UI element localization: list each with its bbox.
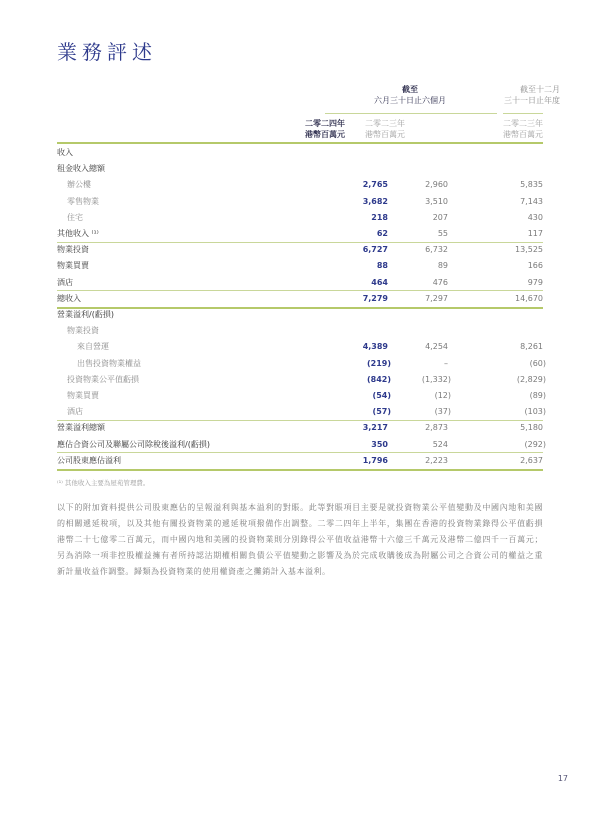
table-row: [57, 291, 543, 307]
row-label: 投資物業公平值虧損: [67, 374, 139, 384]
column-group-six-months: [325, 84, 495, 106]
cell-value: 2,637: [520, 455, 543, 465]
row-label: 應佔合資公司及聯屬公司除稅後溢利/(虧損): [57, 439, 210, 449]
row-label: 來自營運: [77, 342, 109, 352]
column-group-six-months-line2: 六月三十日止六個月: [374, 96, 446, 105]
row-label: 物業投資: [67, 326, 99, 336]
cell-value: 5,835: [520, 180, 543, 190]
cell-value: 476: [432, 277, 448, 287]
table-row: [57, 242, 543, 258]
column-group-divider: [503, 113, 543, 114]
cell-value: 524: [432, 439, 448, 449]
cell-value: 14,670: [515, 293, 543, 303]
cell-value: 464: [371, 277, 388, 287]
row-label: 總收入: [57, 293, 81, 303]
column-header-2023-year: [503, 118, 543, 140]
row-label: 收入: [57, 148, 73, 157]
row-label: 辦公樓: [67, 180, 91, 190]
row-label: 營業溢利總額: [57, 423, 105, 433]
cell-value: 430: [527, 212, 543, 222]
row-label: 物業買賣: [57, 261, 89, 271]
cell-value: 350: [371, 439, 388, 449]
row-label: 租金收入總額: [57, 164, 105, 174]
cell-value: (60): [529, 358, 546, 368]
cell-value: 2,873: [425, 423, 448, 433]
cell-value: (57): [372, 407, 391, 417]
column-group-six-months-line1: 截至: [402, 85, 418, 94]
column-year: 二零二三年: [503, 119, 543, 128]
table-row: [57, 258, 543, 274]
cell-value: 979: [527, 277, 543, 287]
column-year: 二零二三年: [365, 119, 405, 128]
cell-value: (842): [366, 374, 391, 384]
cell-value: (1,332): [421, 374, 451, 384]
column-group-year-line1: 截至十二月: [520, 85, 560, 94]
column-group-year-line2: 三十一日止年度: [504, 96, 560, 105]
column-header-2024: [305, 118, 345, 140]
row-label: 其他收入 ⁽¹⁾: [57, 229, 99, 238]
row-label: 酒店: [57, 277, 73, 287]
cell-value: 8,261: [520, 342, 543, 352]
cell-value: 4,254: [425, 342, 448, 352]
footnote: ⁽¹⁾ 其他收入主要為屋苑管理費。: [57, 479, 150, 487]
table-row: [57, 437, 546, 453]
cell-value: 6,727: [362, 245, 388, 255]
page-title: 業務評述: [57, 40, 157, 64]
cell-value: (54): [372, 391, 391, 400]
row-label: 出售投資物業權益: [77, 358, 141, 368]
cell-value: (219): [366, 358, 391, 368]
column-year: 二零二四年: [305, 119, 345, 128]
table-row: [57, 339, 543, 355]
cell-value: 218: [371, 212, 388, 222]
table-row: [57, 307, 543, 323]
table-row: [57, 145, 543, 161]
table-row: [57, 388, 546, 404]
table-row: [57, 275, 543, 291]
body-paragraph: 以下的附加資料提供公司股東應佔的呈報溢利與基本溢利的對賬。此等對賬項目主要是就投資物業公平值變動及中國內地和美國的相關遞延稅項，以及其他有關投資物業的遞延稅項撥備作出調整。二零二四年上半年，集團在香港的投資物業錄得公平值虧損港幣二十七億零二百萬元，而中國內地和美國的投資物業則分別錄得公平值收益港幣十六億三千萬元及港幣二億四千一百萬元；另為消除一項非控股權益擁有者所持認沽期權相關負債公平值變動之影響及為於完成收購後成為附屬公司之合資公司的權益之重新計量收益作調整。歸類為投資物業的使用權資產之攤銷計入基本溢利。: [57, 503, 543, 576]
cell-value: 1,796: [362, 455, 388, 465]
cell-value: 7,143: [520, 196, 543, 206]
column-group-year: [485, 84, 560, 106]
cell-value: 2,223: [425, 455, 448, 465]
cell-value: 55: [437, 229, 448, 238]
row-divider: [57, 469, 543, 471]
cell-value: 62: [376, 229, 388, 238]
cell-value: (89): [529, 391, 546, 400]
row-label: 公司股東應佔溢利: [57, 455, 121, 465]
cell-value: 2,765: [362, 180, 388, 190]
table-row: [57, 210, 543, 226]
cell-value: 207: [432, 212, 448, 222]
cell-value: 117: [527, 229, 543, 238]
cell-value: 7,279: [362, 293, 388, 303]
table-row: [57, 177, 543, 193]
table-row: [57, 194, 543, 210]
cell-value: 7,297: [425, 293, 448, 303]
column-unit: 港幣百萬元: [305, 130, 345, 139]
cell-value: 6,732: [425, 245, 448, 255]
cell-value: 3,510: [425, 196, 448, 206]
row-label: 酒店: [67, 407, 83, 417]
page-number: 17: [557, 774, 568, 783]
row-label: 物業買賣: [67, 391, 99, 400]
cell-value: 89: [437, 261, 448, 271]
cell-value: (12): [434, 391, 451, 400]
header-rule: [57, 142, 543, 144]
row-label: 營業溢利/(虧損): [57, 310, 114, 319]
cell-value: 13,525: [515, 245, 543, 255]
cell-value: 2,960: [425, 180, 448, 190]
cell-value: 4,389: [362, 342, 388, 352]
table-row: [57, 453, 543, 469]
cell-value: 88: [376, 261, 388, 271]
column-header-2023-half: [365, 118, 405, 140]
cell-value: 5,180: [520, 423, 543, 433]
cell-value: (37): [434, 407, 451, 417]
cell-value: –: [444, 358, 448, 368]
cell-value: (2,829): [516, 374, 546, 384]
column-group-divider: [325, 113, 497, 114]
table-row: [57, 404, 546, 420]
row-label: 零售物業: [67, 196, 99, 206]
table-row: [57, 420, 543, 436]
row-label: 住宅: [67, 212, 83, 222]
table-row: [57, 356, 546, 372]
cell-value: (103): [524, 407, 546, 417]
table-row: [57, 161, 543, 177]
table-row: [57, 323, 543, 339]
column-unit: 港幣百萬元: [503, 130, 543, 139]
table-row: [57, 372, 546, 388]
row-label: 物業投資: [57, 245, 89, 255]
cell-value: 3,217: [362, 423, 388, 433]
column-unit: 港幣百萬元: [365, 130, 405, 139]
cell-value: 166: [527, 261, 543, 271]
table-row: [57, 226, 543, 242]
cell-value: (292): [524, 439, 546, 449]
cell-value: 3,682: [362, 196, 388, 206]
